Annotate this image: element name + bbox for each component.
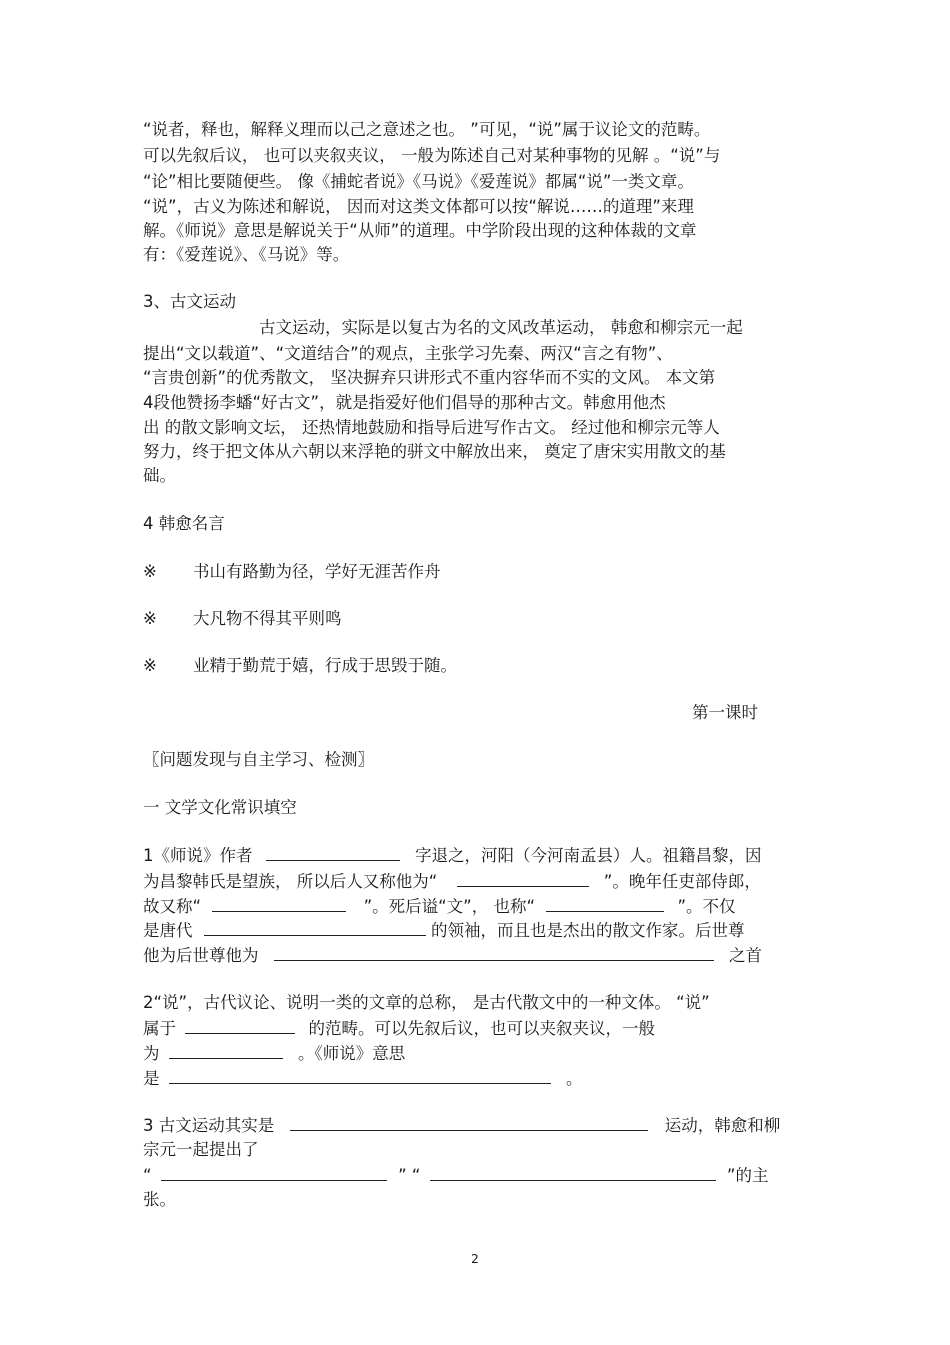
section3-line: 础。 — [143, 466, 176, 485]
intro-line: 解。《师说》意思是解说关于“从师”的道理。中学阶段出现的这种体裁的文章 — [143, 221, 697, 240]
q1-text: 他为后世尊他为 — [143, 946, 259, 965]
fill-blank[interactable] — [185, 1016, 295, 1034]
q1-text: 之首 — [729, 946, 762, 965]
q1-line — [143, 843, 762, 868]
q1-text: 的领袖，而且也是杰出的散文作家。后世尊 — [431, 921, 745, 940]
section3-line: 努力，终于把文体从六朝以来浮艳的骈文中解放出来， 奠定了唐宋实用散文的基 — [143, 442, 726, 461]
quote-text: 业精于勤荒于嬉，行成于思毁于随。 — [193, 656, 457, 675]
section3-line: 4段他赞扬李蟠“好古文”，就是指爱好他们倡导的那种古文。韩愈用他杰 — [143, 393, 666, 412]
q1-text: 故又称“ — [143, 897, 202, 916]
q3-text: ” “ — [398, 1166, 421, 1185]
q3-line — [143, 1163, 768, 1188]
lesson-label: 第一课时 — [692, 703, 758, 722]
q3-line: 张。 — [143, 1190, 176, 1209]
bullet-marker-icon: ※ — [143, 656, 157, 675]
q2-text: 。 — [566, 1069, 583, 1088]
fill-blank[interactable] — [546, 894, 664, 912]
q2-text: 的范畴。可以先叙后议，也可以夹叙夹议，一般 — [308, 1019, 655, 1038]
section3-line: 古文运动，实际是以复古为名的文风改革运动， 韩愈和柳宗元一起 — [259, 318, 743, 337]
intro-line: “说者，释也，解释义理而以己之意述之也。 ”可见，“说”属于议论文的范畴。 — [143, 120, 711, 139]
intro-line: “说”，古义为陈述和解说， 因而对这类文体都可以按“解说……的道理”来理 — [143, 197, 694, 216]
q3-line: 宗元一起提出了 — [143, 1140, 259, 1159]
fill-blank[interactable] — [290, 1113, 648, 1131]
fill-blank[interactable] — [169, 1041, 283, 1059]
q1-text: 是唐代 — [143, 921, 193, 940]
q2-line — [143, 1066, 583, 1091]
q3-text: “ — [143, 1166, 152, 1185]
section3-heading: 3、古文运动 — [143, 292, 236, 311]
bullet-marker-icon: ※ — [143, 562, 157, 581]
q2-line — [143, 1016, 655, 1041]
q1-text: 1《师说》作者 — [143, 846, 253, 865]
fill-blank[interactable] — [204, 918, 426, 936]
fill-blank[interactable] — [430, 1163, 716, 1181]
q1-text: 为昌黎韩氏是望族， 所以后人又称他为“ — [143, 872, 438, 891]
q2-text: 属于 — [143, 1019, 176, 1038]
q3-text: ”的主 — [726, 1166, 769, 1185]
section-title: 〖问题发现与自主学习、检测〗 — [143, 750, 374, 769]
q3-text: 3 古文运动其实是 — [143, 1116, 275, 1135]
q2-text: 为 — [143, 1044, 160, 1063]
q3-line — [143, 1113, 780, 1138]
q2-line: 2“说”，古代议论、说明一类的文章的总称， 是古代散文中的一种文体。 “说” — [143, 993, 710, 1012]
q1-line — [143, 943, 762, 968]
section3-line: “言贵创新”的优秀散文， 坚决摒弃只讲形式不重内容华而不实的文风。 本文第 — [143, 368, 716, 387]
q1-text: ”。不仅 — [677, 897, 736, 916]
section3-line: 出 的散文影响文坛， 还热情地鼓励和指导后进写作古文。 经过他和柳宗元等人 — [143, 418, 720, 437]
fill-blank[interactable] — [161, 1163, 387, 1181]
q1-text: 字退之，河阳（今河南孟县）人。祖籍昌黎，因 — [415, 846, 762, 865]
fill-blank[interactable] — [457, 869, 589, 887]
q1-line — [143, 869, 761, 894]
quote-text: 书山有路勤为径，学好无涯苦作舟 — [193, 562, 441, 581]
fill-blank[interactable] — [274, 943, 714, 961]
q1-text: ”。死后谥“文”， 也称“ — [363, 897, 535, 916]
q1-text: ”。晚年任吏部侍郎， — [603, 872, 761, 891]
fill-blank[interactable] — [212, 894, 346, 912]
quote-text: 大凡物不得其平则鸣 — [193, 609, 342, 628]
intro-line: “论”相比要随便些。 像《捕蛇者说》《马说》《爱莲说》都属“说”一类文章。 — [143, 172, 694, 191]
q3-text: 运动，韩愈和柳 — [664, 1116, 781, 1135]
q2-line — [143, 1041, 405, 1066]
q1-line — [143, 918, 745, 943]
page-number: 2 — [471, 1252, 479, 1266]
intro-line: 可以先叙后议， 也可以夹叙夹议， 一般为陈述自己对某种事物的见解 。“说”与 — [143, 146, 721, 165]
intro-line: 有：《爱莲说》、《马说》等。 — [143, 245, 350, 264]
section3-line: 提出“文以载道”、“文道结合”的观点，主张学习先秦、两汉“言之有物”、 — [143, 344, 673, 363]
fill-blank[interactable] — [169, 1066, 551, 1084]
q1-line — [143, 894, 736, 919]
part-title: 一 文学文化常识填空 — [143, 798, 297, 817]
bullet-marker-icon: ※ — [143, 609, 157, 628]
q2-text: 是 — [143, 1069, 160, 1088]
section4-heading: 4 韩愈名言 — [143, 514, 225, 533]
q2-text: 。《师说》意思 — [298, 1044, 406, 1063]
fill-blank[interactable] — [266, 843, 400, 861]
